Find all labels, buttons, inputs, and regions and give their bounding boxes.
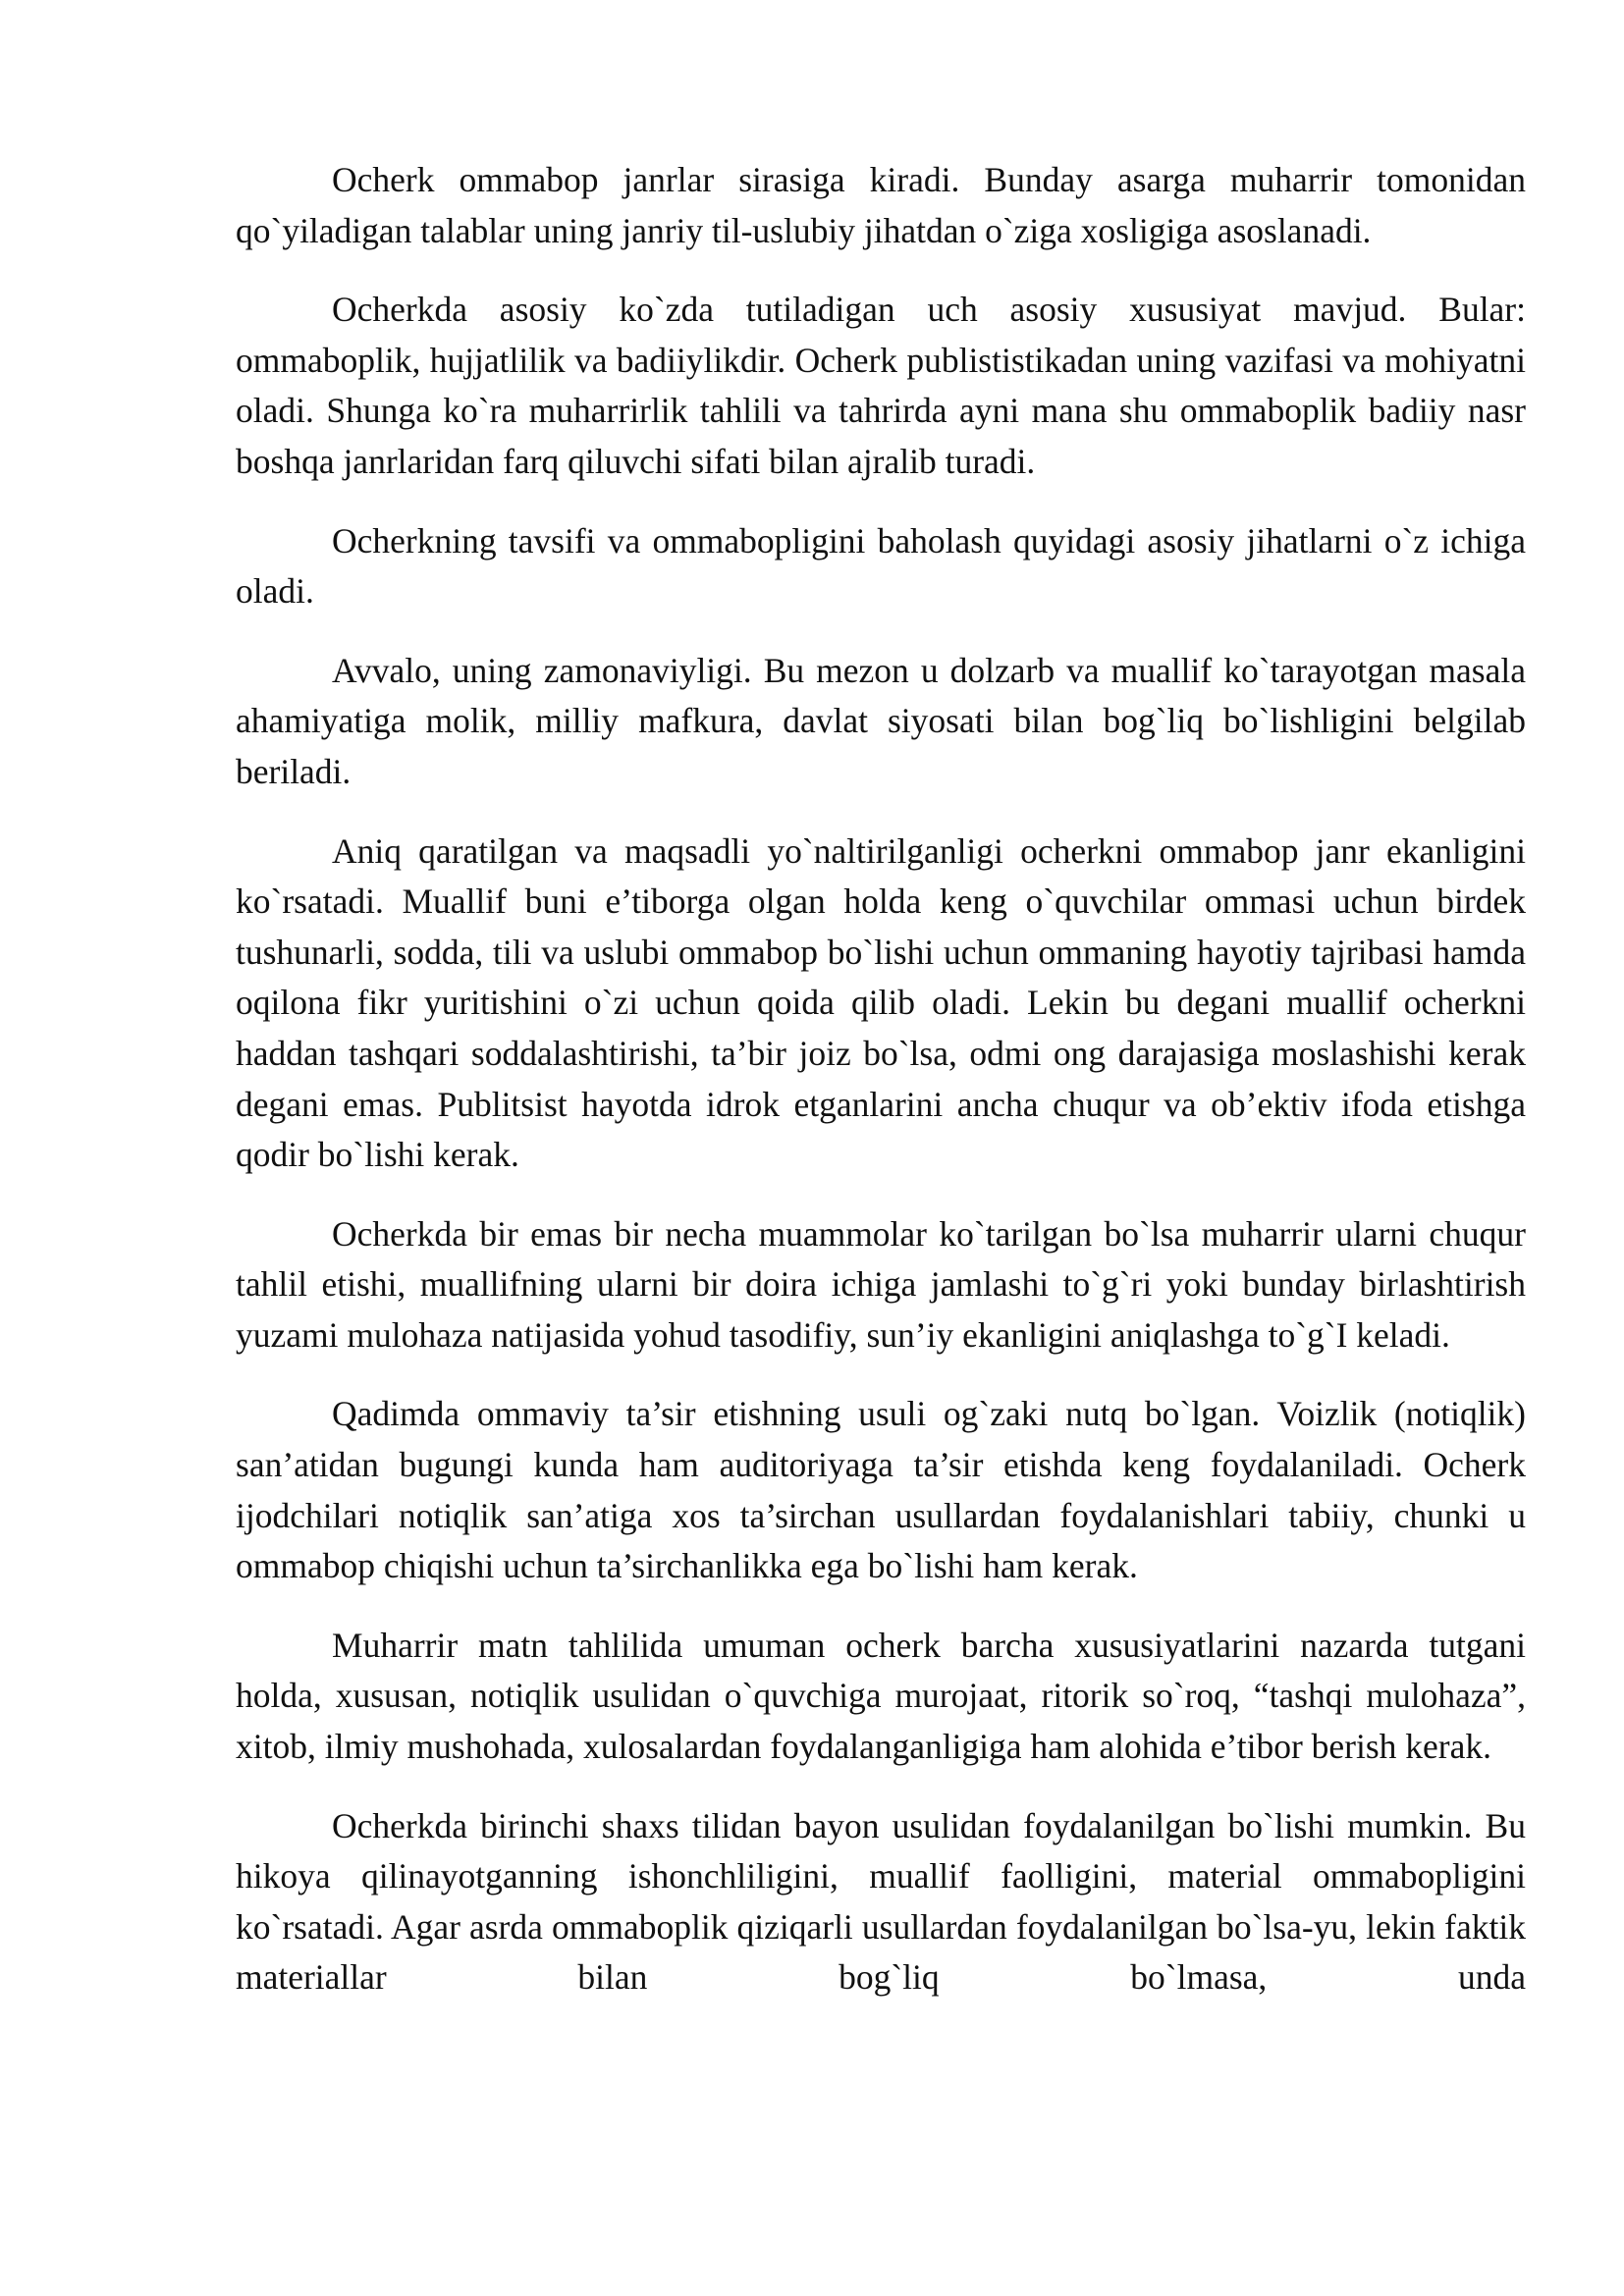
paragraph: Muharrir matn tahlilida umuman ocherk barcha xususiyatlarini nazarda tutgani holda, xususan, notiqlik usulidan o`quvchiga murojaat, ritorik so`roq, “tashqi mulohaza”, xitob, ilmiy mushohada, xulosalardan foydalanganligiga ham alohida e’tibor berish kerak. [236, 1625, 1526, 1767]
paragraph: Aniq qaratilgan va maqsadli yo`naltirilganligi ocherkni ommabop janr ekanligini ko`rsatadi. Muallif buni e’tiborga olgan holda keng o`quvchilar ommasi uchun birdek tushunarli, sodda, tili va uslubi ommabop bo`lishi uchun ommaning hayotiy tajribasi hamda oqilona fikr yuritishini o`zi uchun qoida qilib oladi. Lekin bu degani muallif ocherkni haddan tashqari soddalashtirishi, ta’bir joiz bo`lsa, odmi ong darajasiga moslashishi kerak degani emas. Publitsist hayotda idrok etganlarini ancha chuqur va ob’ektiv ifoda etishga qodir bo`lishi kerak. [236, 830, 1526, 1175]
paragraph: Ocherkda birinchi shaxs tilidan bayon usulidan foydalanilgan bo`lishi mumkin. Bu hikoya qilinayotganning ishonchliligini, muallif faolligini, material ommabopligini ko`rsatadi. Agar asrda ommaboplik qiziqarli usullardan foydalanilgan bo`lsa-yu, lekin faktik materiallar bilan bog`liq bo`lmasa, unda [236, 1805, 1526, 1998]
paragraph: Ocherkda asosiy ko`zda tutiladigan uch asosiy xususiyat mavjud. Bular: ommaboplik, hujjatlilik va badiiylikdir. Ocherk publististikadan uning vazifasi va mohiyatni oladi. Shunga ko`ra muharrirlik tahlili va tahrirda ayni mana shu ommaboplik badiiy nasr boshqa janrlaridan farq qiluvchi sifati bilan ajralib turadi. [236, 290, 1526, 481]
paragraph: Qadimda ommaviy ta’sir etishning usuli og`zaki nutq bo`lgan. Voizlik (notiqlik) san’atidan bugungi kunda ham auditoriyaga ta’sir etishda keng foydalaniladi. Ocherk ijodchilari notiqlik san’atiga xos ta’sirchan usullardan foydalanishlari tabiiy, chunki u ommabop chiqishi uchun ta’sirchanlikka ega bo`lishi ham kerak. [236, 1394, 1526, 1586]
paragraph: Ocherkning tavsifi va ommabopligini baholash quyidagi asosiy jihatlarni o`z ichiga oladi. [236, 520, 1526, 612]
paragraph: Avvalo, uning zamonaviyligi. Bu mezon u dolzarb va muallif ko`tarayotgan masala ahamiyatiga molik, milliy mafkura, davlat siyosati bilan bog`liq bo`lishligini belgilab beriladi. [236, 650, 1526, 791]
paragraph: Ocherkda bir emas bir necha muammolar ko`tarilgan bo`lsa muharrir ularni chuqur tahlil etishi, muallifning ularni bir doira ichiga jamlashi to`g`ri yoki bunday birlashtirish yuzami mulohaza natijasida yohud tasodifiy, sun’iy ekanligini aniqlashga to`g`I keladi. [236, 1213, 1526, 1355]
paragraph: Ocherk ommabop janrlar sirasiga kiradi. Bunday asarga muharrir tomonidan qo`yiladigan talablar uning janriy til-uslubiy jihatdan o`ziga xosligiga asoslanadi. [236, 160, 1526, 250]
document-page [236, 155, 1526, 2003]
